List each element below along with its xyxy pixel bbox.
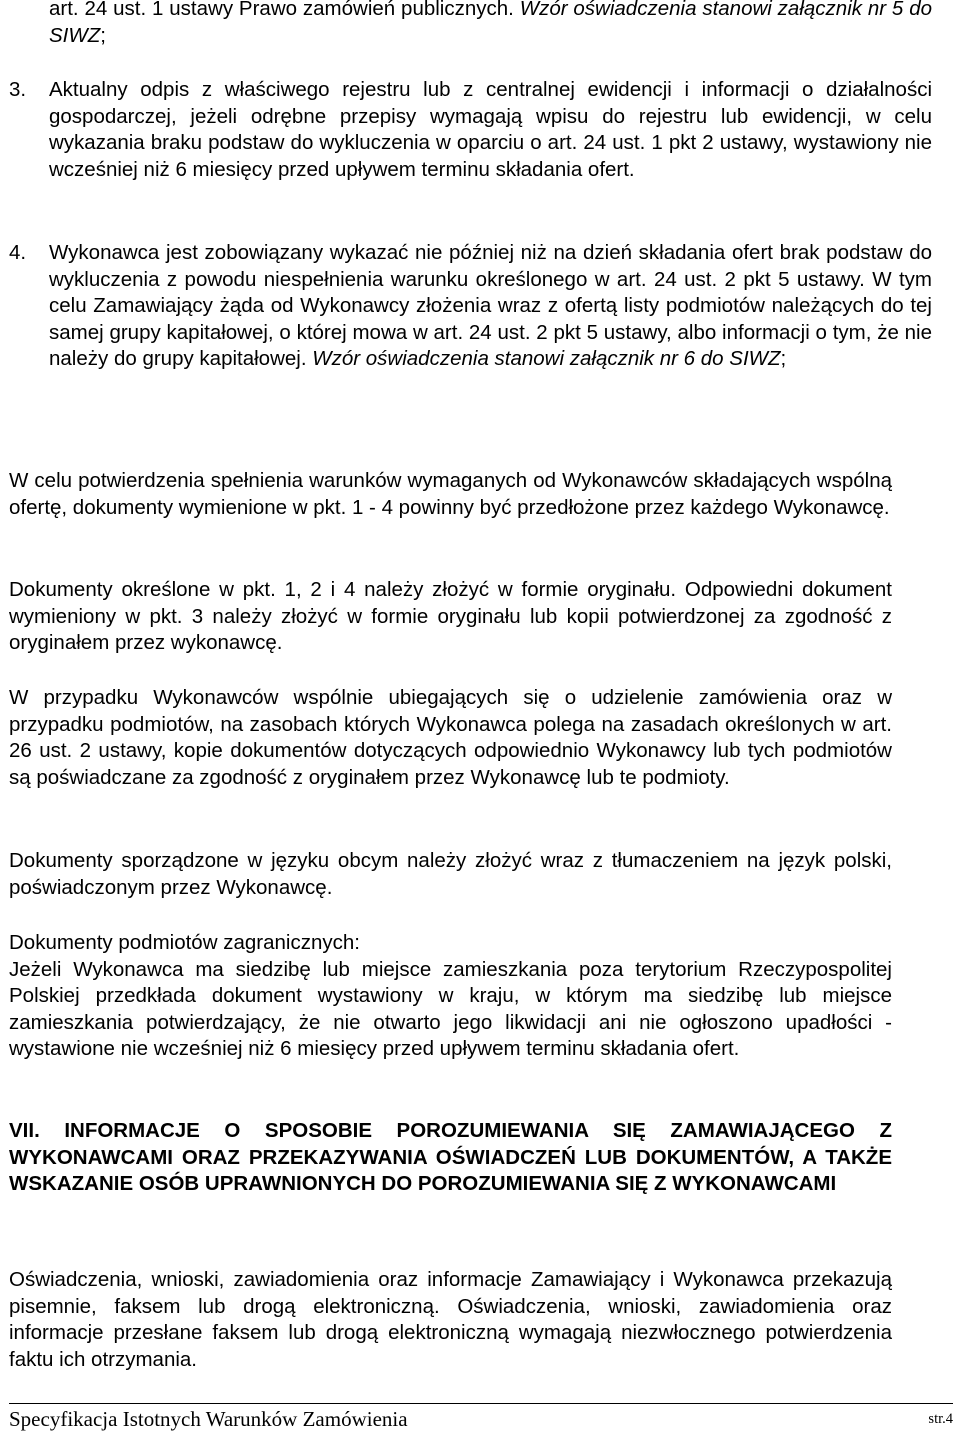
page-number: str.4 <box>928 1411 953 1427</box>
list-number-3: 3. <box>9 78 27 101</box>
list-item-continuation <box>9 0 932 49</box>
footer-divider <box>9 1403 953 1404</box>
list-item-4-semicolon: ; <box>780 347 787 370</box>
paragraph-foreign-entities <box>9 930 892 1063</box>
list-item-3 <box>9 77 932 183</box>
continuation-semicolon: ; <box>100 23 106 47</box>
paragraph-joint-offer: W celu potwierdzenia spełnienia warunków wymaganych od Wykonawców składających wspólną ofertę, dokumenty wymienione w pkt. 1 - 4 powinny być przedłożone przez każdego Wykonawcę. <box>9 469 892 519</box>
list-number-4: 4. <box>9 241 27 264</box>
foreign-entities-body: Jeżeli Wykonawca ma siedzibę lub miejsce zamieszkania poza terytorium Rzeczypospolitej Polskiej przedkłada dokument wystawiony w kraju, w którym ma siedzibę lub miejsce zamieszkania potwierdzający, że nie otwarto jego likwidacji ani nie ogłoszono upadłości - wystawione nie wcześniej niż 6 miesięcy przed upływem terminu składania ofert. <box>9 957 892 1060</box>
section-heading: VII. INFORMACJE O SPOSOBIE POROZUMIEWANIA SIĘ ZAMAWIAJĄCEGO Z WYKONAWCAMI ORAZ PRZEKAZYWANIA OŚWIADCZEŃ LUB DOKUMENTÓW, A TAKŻE WSKAZANIE OSÓB UPRAWNIONYCH DO POROZUMIEWANIA SIĘ Z WYKONAWCAMI <box>9 1119 892 1195</box>
attachment-reference-6: Wzór oświadczenia stanowi załącznik nr 6 do SIWZ <box>312 347 781 370</box>
paragraph-foreign-language: Dokumenty sporządzone w języku obcym należy złożyć wraz z tłumaczeniem na język polski, poświadczonym przez Wykonawcę. <box>9 849 892 899</box>
list-item-3-text: Aktualny odpis z właściwego rejestru lub z centralnej ewidencji i informacji o działalności gospodarczej, jeżeli odrębne przepisy wymagają wpisu do rejestru lub ewidencji, w celu wykazania braku podstaw do wykluczenia w oparciu o art. 24 ust. 1 pkt 2 ustawy, wystawiony nie wcześniej niż 6 miesięcy przed upływem terminu składania ofert. <box>49 78 932 181</box>
paragraph-document-form: Dokumenty określone w pkt. 1, 2 i 4 należy złożyć w formie oryginału. Odpowiedni dokument wymieniony w pkt. 3 należy złożyć w formie oryginału lub kopii potwierdzonej za zgodność z oryginałem przez wykonawcę. <box>9 578 892 654</box>
page-footer <box>9 1407 953 1431</box>
section-body: Oświadczenia, wnioski, zawiadomienia oraz informacje Zamawiający i Wykonawca przekazują pisemnie, faksem lub drogą elektroniczną. Oświadczenia, wnioski, zawiadomienia oraz informacje przesłane faksem lub drogą elektroniczną wymagają niezwłocznego potwierdzenia faktu ich otrzymania. <box>9 1268 892 1371</box>
list-item-4-text: Wykonawca jest zobowiązany wykazać nie później niż na dzień składania ofert brak podstaw do wykluczenia z powodu niespełnienia warunku określonego w art. 24 ust. 2 pkt 5 ustawy. W tym celu Zamawiający żąda od Wykonawcy złożenia wraz z ofertą listy podmiotów należących do tej samej grupy kapitałowej, o której mowa w art. 24 ust. 2 pkt 5 ustawy, albo informacji o tym, że nie należy do grupy kapitałowej. <box>49 241 932 370</box>
continuation-text: art. 24 ust. 1 ustawy Prawo zamówień publicznych. <box>49 0 520 20</box>
footer-title: Specyfikacja Istotnych Warunków Zamówienia <box>9 1407 408 1431</box>
attachment-reference-5: Wzór oświadczenia stanowi załącznik nr 5 do SIWZ <box>49 0 932 47</box>
list-item-4 <box>9 240 932 373</box>
foreign-entities-title: Dokumenty podmiotów zagranicznych: <box>9 931 360 954</box>
paragraph-joint-applicants: W przypadku Wykonawców wspólnie ubiegających się o udzielenie zamówienia oraz w przypadku podmiotów, na zasobach których Wykonawca polega na zasadach określonych w art. 26 ust. 2 ustawy, kopie dokumentów dotyczących odpowiednio Wykonawcy lub tych podmiotów są poświadczane za zgodność z oryginałem przez Wykonawcę lub te podmioty. <box>9 686 892 789</box>
